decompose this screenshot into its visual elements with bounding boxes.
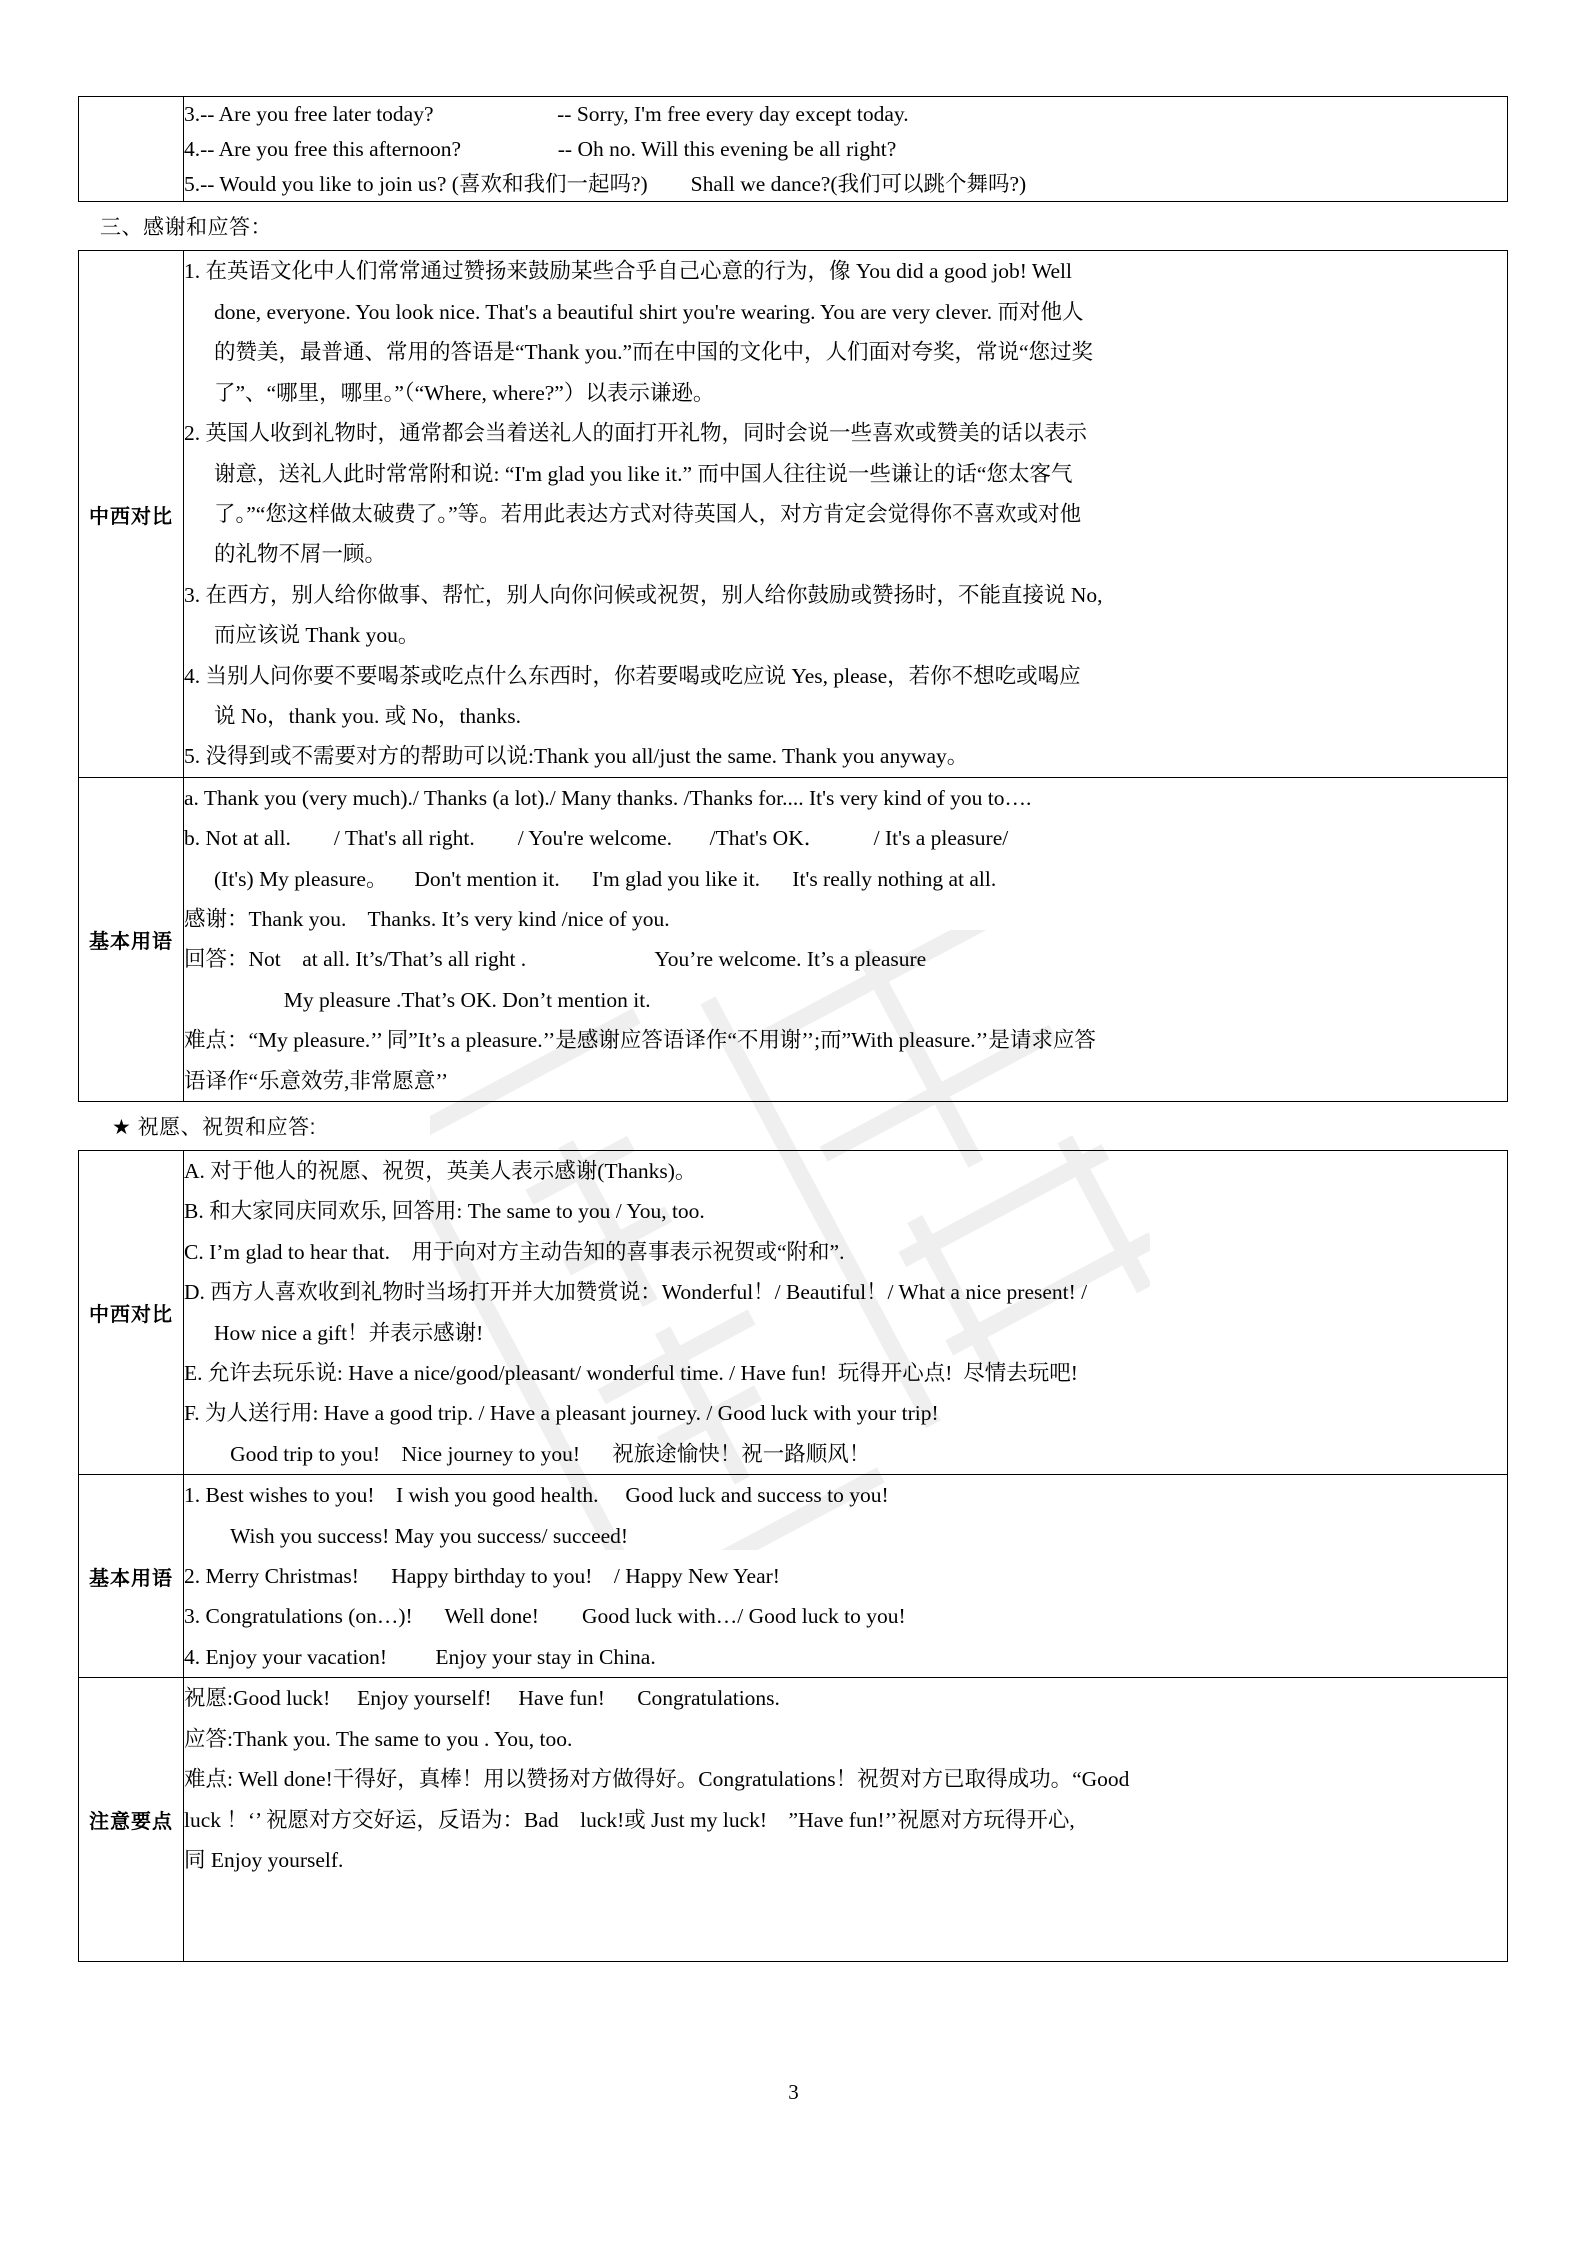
- text-line: 难点：“My pleasure.’’ 同”It’s a pleasure.’’是感谢应答语译作“不用谢’’;而”With pleasure.’’是请求应答: [184, 1028, 1096, 1053]
- text-block-top: [184, 97, 1507, 201]
- text-line: 3.-- Are you free later today? -- Sorry, I'm free every day except today.: [184, 102, 909, 126]
- text-line: A. 对于他人的祝愿、祝贺，英美人表示感谢(Thanks)。: [184, 1159, 697, 1184]
- text-line: 4. 当别人问你要不要喝茶或吃点什么东西时，你若要喝或吃应说 Yes, please，若你不想吃或喝应: [184, 663, 1081, 688]
- table-row: [79, 1475, 1508, 1678]
- text-line: 谢意，送礼人此时常常附和说: “I'm glad you like it.” 而中国人往往说一些谦让的话“您太客气: [214, 461, 1073, 486]
- text-line: 同 Enjoy yourself.: [184, 1847, 344, 1872]
- text-block-basic: [184, 778, 1507, 1101]
- text-line: 4. Enjoy your vacation! Enjoy your stay in China.: [184, 1644, 656, 1669]
- text-line-blank: [184, 1880, 1507, 1920]
- text-line: 5. 没得到或不需要对方的帮助可以说:Thank you all/just the same. Thank you anyway。: [184, 744, 969, 769]
- text-line: 回答：Not at all. It’s/That’s all right . You’re welcome. It’s a pleasure: [184, 947, 927, 972]
- text-line: 的礼物不屑一顾。: [214, 542, 387, 567]
- text-line: 1. Best wishes to you! I wish you good health. Good luck and success to you!: [184, 1483, 889, 1508]
- text-line: 而应该说 Thank you。: [214, 623, 420, 648]
- row-body: [184, 1678, 1508, 1962]
- text-line: Good trip to you! Nice journey to you! 祝旅途愉快！祝一路顺风！: [214, 1441, 871, 1466]
- text-line: 1. 在英语文化中人们常常通过赞扬来鼓励某些合乎自己心意的行为，像 You did a good job! Well: [184, 259, 1072, 284]
- text-line: a. Thank you (very much)./ Thanks (a lot)./ Many thanks. /Thanks for.... It's very kind of you to….: [184, 785, 1032, 810]
- text-line-blank: [184, 1921, 1507, 1961]
- text-line: 3. 在西方，别人给你做事、帮忙，别人向你问候或祝贺，别人给你鼓励或赞扬时，不能直接说 No,: [184, 582, 1103, 607]
- text-line: 了。”“您这样做太破费了。”等。若用此表达方式对待英国人，对方肯定会觉得你不喜欢或对他: [214, 501, 1082, 526]
- row-label-basic: 基本用语: [79, 1475, 184, 1678]
- text-line: 的赞美，最普通、常用的答语是“Thank you.”而在中国的文化中，人们面对夸奖，常说“您过奖: [214, 340, 1094, 365]
- text-line: 5.-- Would you like to join us? (喜欢和我们一起吗?) Shall we dance?(我们可以跳个舞吗?): [184, 171, 1027, 196]
- text-line: 4.-- Are you free this afternoon? -- Oh no. Will this evening be all right?: [184, 136, 897, 161]
- table-row: [79, 1151, 1508, 1475]
- text-line: luck ！‘’ 祝愿对方交好运，反语为：Bad luck!或 Just my luck! ”Have fun!’’祝愿对方玩得开心,: [184, 1807, 1075, 1832]
- text-line: C. I’m glad to hear that. 用于向对方主动告知的喜事表示祝贺或“附和”.: [184, 1239, 845, 1264]
- text-line: 应答:Thank you. The same to you . You, too.: [184, 1726, 573, 1751]
- row-label-empty: [79, 97, 184, 202]
- text-line: 3. Congratulations (on…)! Well done! Good luck with…/ Good luck to you!: [184, 1604, 906, 1629]
- section-heading-star: ★ 祝愿、祝贺和应答:: [112, 1116, 316, 1140]
- text-line: b. Not at all. / That's all right. / You're welcome. /That's OK． / It's a pleasure/: [184, 826, 1009, 851]
- text-block-contrast: [184, 1151, 1507, 1474]
- row-body: [184, 1475, 1508, 1678]
- text-line: 2. Merry Christmas! Happy birthday to you! / Happy New Year!: [184, 1564, 780, 1589]
- text-line: 说 No，thank you. 或 No，thanks.: [214, 703, 521, 728]
- text-block-notes: [184, 1678, 1507, 1961]
- text-line: 祝愿:Good luck! Enjoy yourself! Have fun! Congratulations.: [184, 1686, 780, 1711]
- text-line: 2. 英国人收到礼物时，通常都会当着送礼人的面打开礼物，同时会说一些喜欢或赞美的话以表示: [184, 421, 1088, 446]
- text-line: 感谢：Thank you. Thanks. It’s very kind /nice of you.: [184, 906, 670, 931]
- row-label-contrast: 中西对比: [79, 1151, 184, 1475]
- table-section-star: [78, 1150, 1508, 1962]
- text-line: 难点: Well done!干得好，真棒！用以赞扬对方做得好。Congratulations！祝贺对方已取得成功。“Good: [184, 1767, 1130, 1792]
- text-block-contrast: [184, 251, 1507, 776]
- row-body: [184, 97, 1508, 202]
- text-line: done, everyone. You look nice. That's a beautiful shirt you're wearing. You are very clever. 而对他人: [214, 299, 1084, 324]
- text-line: (It's) My pleasure。 Don't mention it. I'm glad you like it. It's really nothing at all.: [214, 866, 997, 891]
- table-row: [79, 777, 1508, 1101]
- text-line: 了”、“哪里，哪里。”（“Where, where?”）以表示谦逊。: [214, 380, 715, 405]
- text-line: Wish you success! May you success/ succeed!: [214, 1523, 629, 1548]
- table-section-three: [78, 250, 1508, 1102]
- text-line: E. 允许去玩乐说: Have a nice/good/pleasant/ wonderful time. / Have fun! 玩得开心点! 尽情去玩吧!: [184, 1361, 1078, 1386]
- row-body: [184, 1151, 1508, 1475]
- section-heading-three: 三、感谢和应答：: [100, 216, 272, 240]
- row-label-notes: 注意要点: [79, 1678, 184, 1962]
- row-label-basic: 基本用语: [79, 777, 184, 1101]
- table-row: [79, 251, 1508, 777]
- table-row: [79, 97, 1508, 202]
- text-line: My pleasure .That’s OK. Don’t mention it.: [230, 987, 651, 1012]
- table-continuation: [78, 96, 1508, 202]
- text-block-basic: [184, 1475, 1507, 1677]
- text-line: D. 西方人喜欢收到礼物时当场打开并大加赞赏说：Wonderful！/ Beautiful！/ What a nice present! /: [184, 1280, 1088, 1305]
- row-body: [184, 251, 1508, 777]
- text-line: How nice a gift！并表示感谢!: [214, 1320, 484, 1345]
- text-line: B. 和大家同庆同欢乐, 回答用: The same to you / You, too.: [184, 1199, 705, 1224]
- text-line: 语译作“乐意效劳,非常愿意’’: [184, 1068, 449, 1093]
- row-label-contrast: 中西对比: [79, 251, 184, 777]
- table-row: [79, 1678, 1508, 1962]
- text-line: F. 为人送行用: Have a good trip. / Have a pleasant journey. / Good luck with your trip!: [184, 1401, 939, 1426]
- page-number: 3: [788, 2080, 799, 2104]
- row-body: [184, 777, 1508, 1101]
